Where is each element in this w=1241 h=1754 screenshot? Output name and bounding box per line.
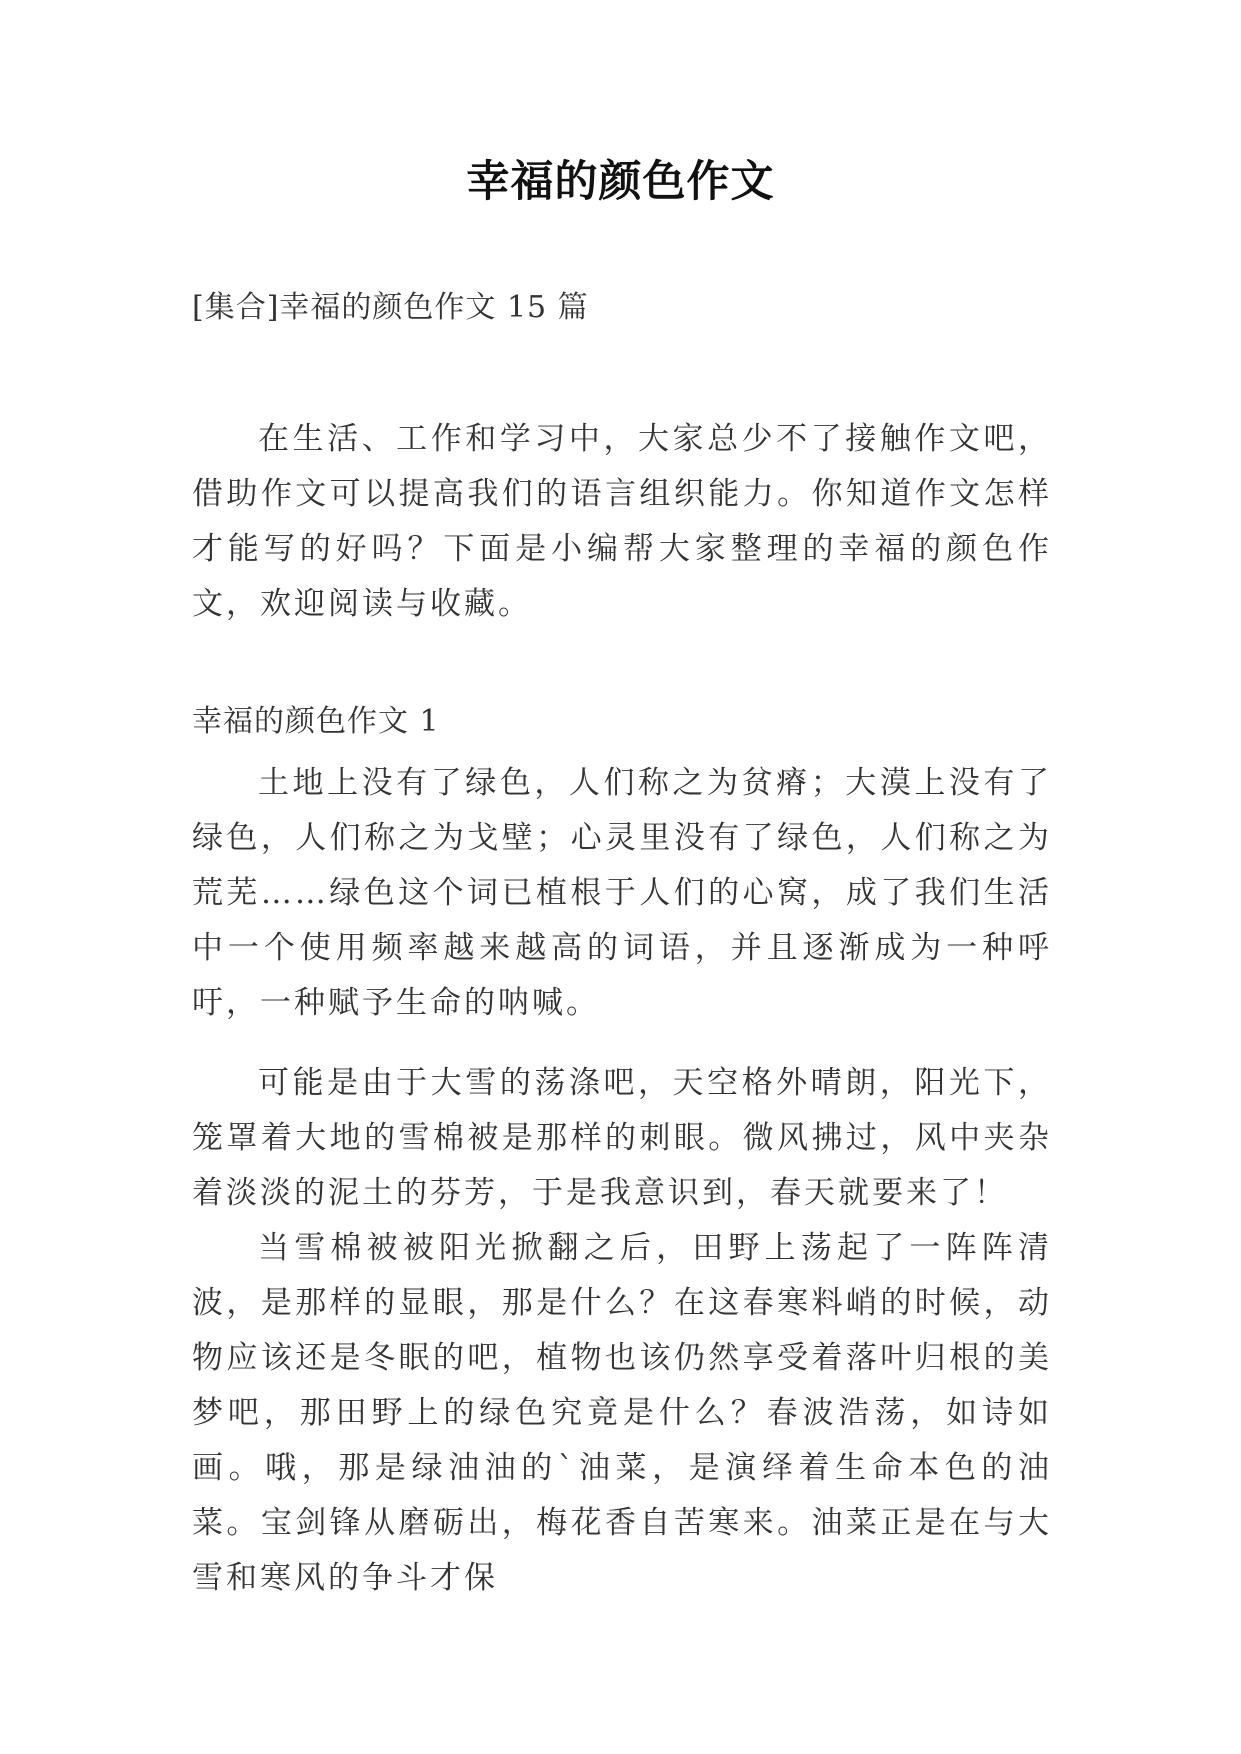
body-paragraph-1: 土地上没有了绿色，人们称之为贫瘠；大漠上没有了绿色，人们称之为戈壁；心灵里没有了绿色，人们称之为荒芜……绿色这个词已植根于人们的心窝，成了我们生活中一个使用频率越来越高的词语，并且逐渐成为一种呼吁，一种赋予生命的呐喊。 (192, 765, 1052, 1021)
document-subtitle: [集合]幸福的颜色作文 15 篇 (192, 290, 589, 325)
body-paragraph-3: 当雪棉被被阳光掀翻之后，田野上荡起了一阵阵清波，是那样的显眼，那是什么？在这春寒料峭的时候，动物应该还是冬眠的吧，植物也该仍然享受着落叶归根的美梦吧，那田野上的绿色究竟是什么？春波浩荡，如诗如画。哦，那是绿油油的`油菜，是演绎着生命本色的油菜。宝剑锋从磨砺出，梅花香自苦寒来。油菜正是在与大雪和寒风的争斗才保 (192, 1230, 1052, 1596)
document-title: 幸福的颜色作文 (466, 157, 775, 207)
intro-paragraph: 在生活、工作和学习中，大家总少不了接触作文吧，借助作文可以提高我们的语言组织能力。你知道作文怎样才能写的好吗？下面是小编帮大家整理的幸福的颜色作文，欢迎阅读与收藏。 (192, 421, 1052, 622)
body-paragraph-2: 可能是由于大雪的荡涤吧，天空格外晴朗，阳光下，笼罩着大地的雪棉被是那样的刺眼。微风拂过，风中夹杂着淡淡的泥土的芬芳，于是我意识到，春天就要来了！ (192, 1065, 1052, 1211)
section-heading: 幸福的颜色作文 1 (192, 704, 440, 739)
